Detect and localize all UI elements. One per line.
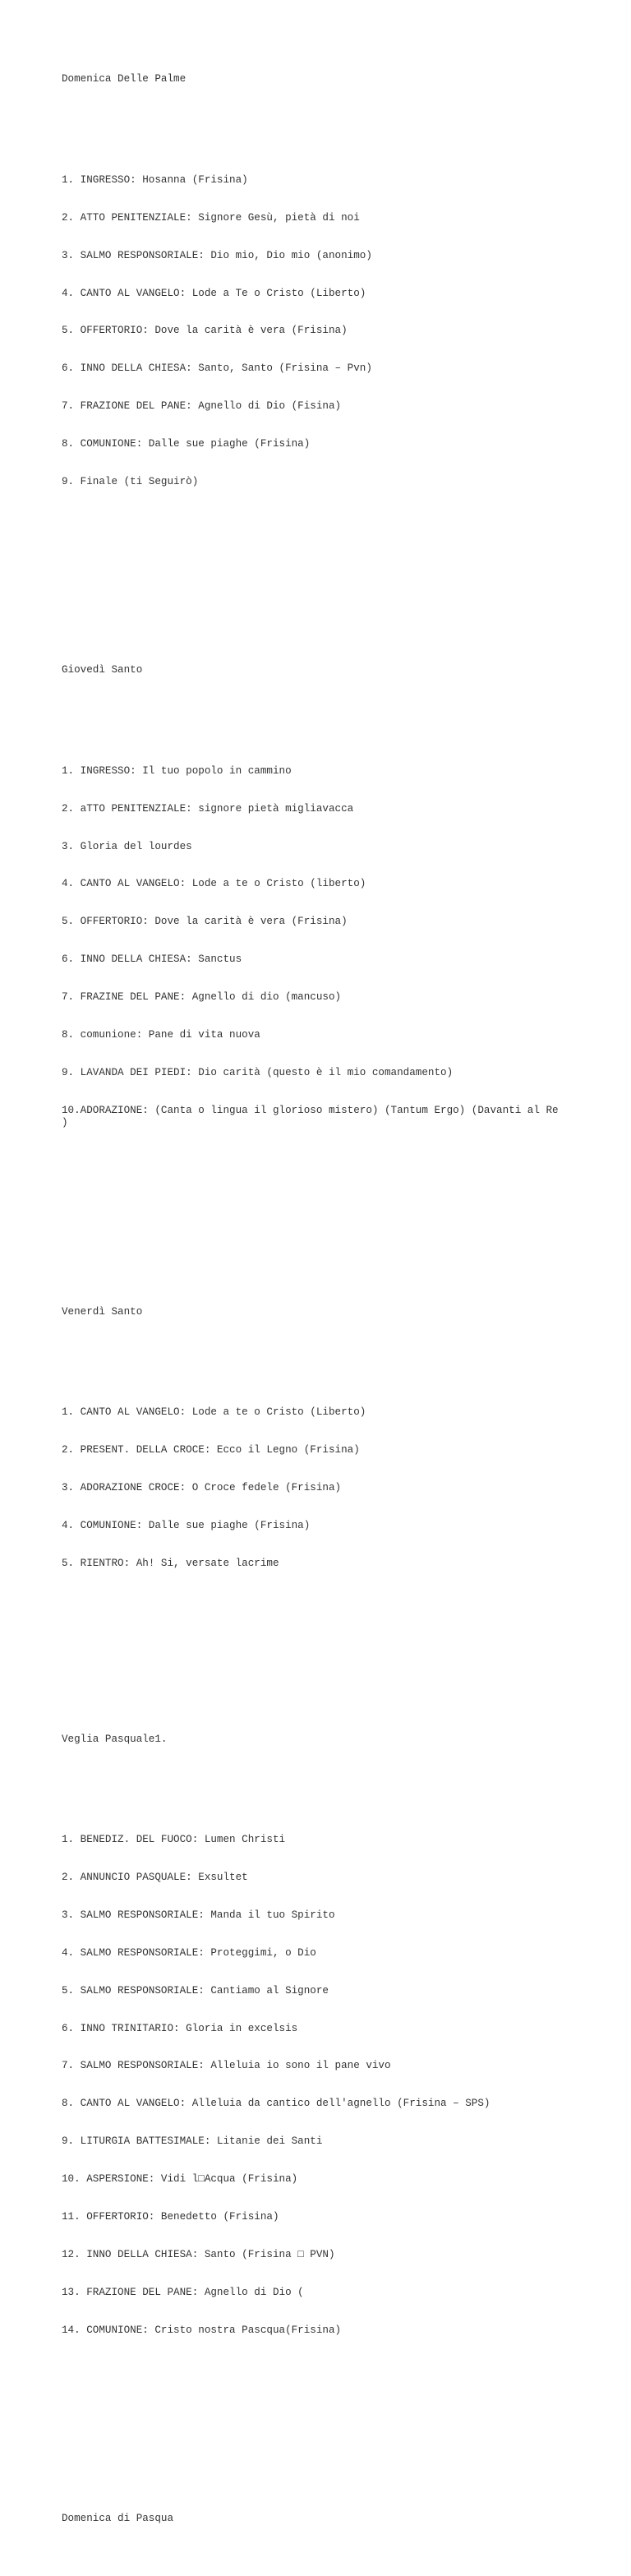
song-list: [62, 740, 620, 1155]
list-item: 1. CANTO AL VANGELO: Lode a te o Cristo (Liberto): [62, 1406, 366, 1418]
list-item: 2. ANNUNCIO PASQUALE: Exsultet: [62, 1871, 248, 1883]
list-item: 14. COMUNIONE: Cristo nostra Pascqua(Frisina): [62, 2324, 342, 2336]
list-item: 9. Finale (ti Seguirò): [62, 475, 199, 487]
section-title: Domenica Delle Palme: [62, 73, 187, 85]
list-item: 8. comunione: Pane di vita nuova: [62, 1029, 260, 1041]
list-item: 13. FRAZIONE DEL PANE: Agnello di Dio (: [62, 2286, 304, 2298]
section-title: Venerdì Santo: [62, 1305, 143, 1318]
list-item: 5. OFFERTORIO: Dove la carità è vera (Frisina): [62, 916, 348, 928]
blank-line: [62, 1658, 620, 1670]
list-item: 1. INGRESSO: Hosanna (Frisina): [62, 173, 248, 186]
blank-line: [62, 1343, 620, 1355]
list-item: 12. INNO DELLA CHIESA: Santo (Frisina □ PVN): [62, 2248, 335, 2260]
song-list: [62, 1808, 620, 2361]
list-item: 10. ASPERSIONE: Vidi l□Acqua (Frisina): [62, 2173, 298, 2186]
blank-line: [62, 702, 620, 714]
list-item: 11. OFFERTORIO: Benedetto (Frisina): [62, 2210, 279, 2223]
list-item: 3. ADORAZIONE CROCE: O Croce fedele (Frisina): [62, 1481, 342, 1493]
list-item: 9. LAVANDA DEI PIEDI: Dio carità (questo è il mio comandamento): [62, 1066, 454, 1078]
list-item: 4. CANTO AL VANGELO: Lode a te o Cristo (liberto): [62, 878, 366, 890]
blank-line: [62, 1771, 620, 1784]
song-list: [62, 1381, 620, 1595]
list-item: 7. SALMO RESPONSORIALE: Alleluia io sono il pane vivo: [62, 2060, 391, 2072]
list-item: 3. Gloria del lourdes: [62, 840, 192, 852]
list-item: 8. COMUNIONE: Dalle sue piaghe (Frisina): [62, 438, 311, 450]
blank-line: [62, 111, 620, 123]
list-item: 1. BENEDIZ. DEL FUOCO: Lumen Christi: [62, 1834, 286, 1846]
section-title: Veglia Pasquale1.: [62, 1733, 168, 1745]
list-item: 2. PRESENT. DELLA CROCE: Ecco il Legno (Frisina): [62, 1443, 360, 1456]
list-item: 4. CANTO AL VANGELO: Lode a Te o Cristo (Liberto): [62, 287, 366, 299]
list-item: 2. ATTO PENITENZIALE: Signore Gesù, pietà di noi: [62, 211, 360, 224]
song-list: [62, 149, 620, 514]
list-item: 5. OFFERTORIO: Dove la carità è vera (Frisina): [62, 325, 348, 337]
section-venerdi-santo: [62, 1281, 620, 1620]
list-item: 5. SALMO RESPONSORIALE: Cantiamo al Signore: [62, 1984, 329, 1997]
list-item: 7. FRAZINE DEL PANE: Agnello di dio (mancuso): [62, 991, 342, 1004]
list-item: 7. FRAZIONE DEL PANE: Agnello di Dio (Fisina): [62, 400, 342, 413]
list-item: 8. CANTO AL VANGELO: Alleluia da cantico dell'agnello (Frisina – SPS): [62, 2098, 491, 2110]
list-item: 4. SALMO RESPONSORIALE: Proteggimi, o Dio: [62, 1946, 316, 1959]
section-title: Giovedì Santo: [62, 664, 143, 676]
list-item: 9. LITURGIA BATTESIMALE: Litanie dei Santi: [62, 2135, 323, 2148]
blank-line: [62, 1218, 620, 1244]
section-giovedi-santo: [62, 639, 620, 1180]
blank-line: [62, 576, 620, 602]
document-page: [62, 11, 620, 2576]
list-item: 1. INGRESSO: Il tuo popolo in cammino: [62, 764, 292, 777]
section-title: Domenica di Pasqua: [62, 2513, 174, 2525]
list-item: 6. INNO DELLA CHIESA: Sanctus: [62, 953, 242, 966]
blank-line: [62, 2425, 620, 2450]
list-item: 10.ADORAZIONE: (Canta o lingua il glorioso mistero) (Tantum Ergo) (Davanti al Re ): [62, 1104, 559, 1129]
list-item: 6. INNO TRINITARIO: Gloria in excelsis: [62, 2022, 298, 2034]
list-item: 2. aTTO PENITENZIALE: signore pietà migliavacca: [62, 802, 354, 815]
list-item: 6. INNO DELLA CHIESA: Santo, Santo (Frisina – Pvn): [62, 362, 372, 375]
list-item: 5. RIENTRO: Ah! Si, versate lacrime: [62, 1557, 279, 1569]
section-domenica-delle-palme: [62, 48, 620, 539]
list-item: 4. COMUNIONE: Dalle sue piaghe (Frisina): [62, 1519, 311, 1531]
list-item: 3. SALMO RESPONSORIALE: Dio mio, Dio mio (anonimo): [62, 249, 372, 261]
section-domenica-di-pasqua: [62, 2487, 620, 2550]
list-item: 3. SALMO RESPONSORIALE: Manda il tuo Spirito: [62, 1909, 335, 1921]
section-veglia-pasquale: [62, 1708, 620, 2387]
